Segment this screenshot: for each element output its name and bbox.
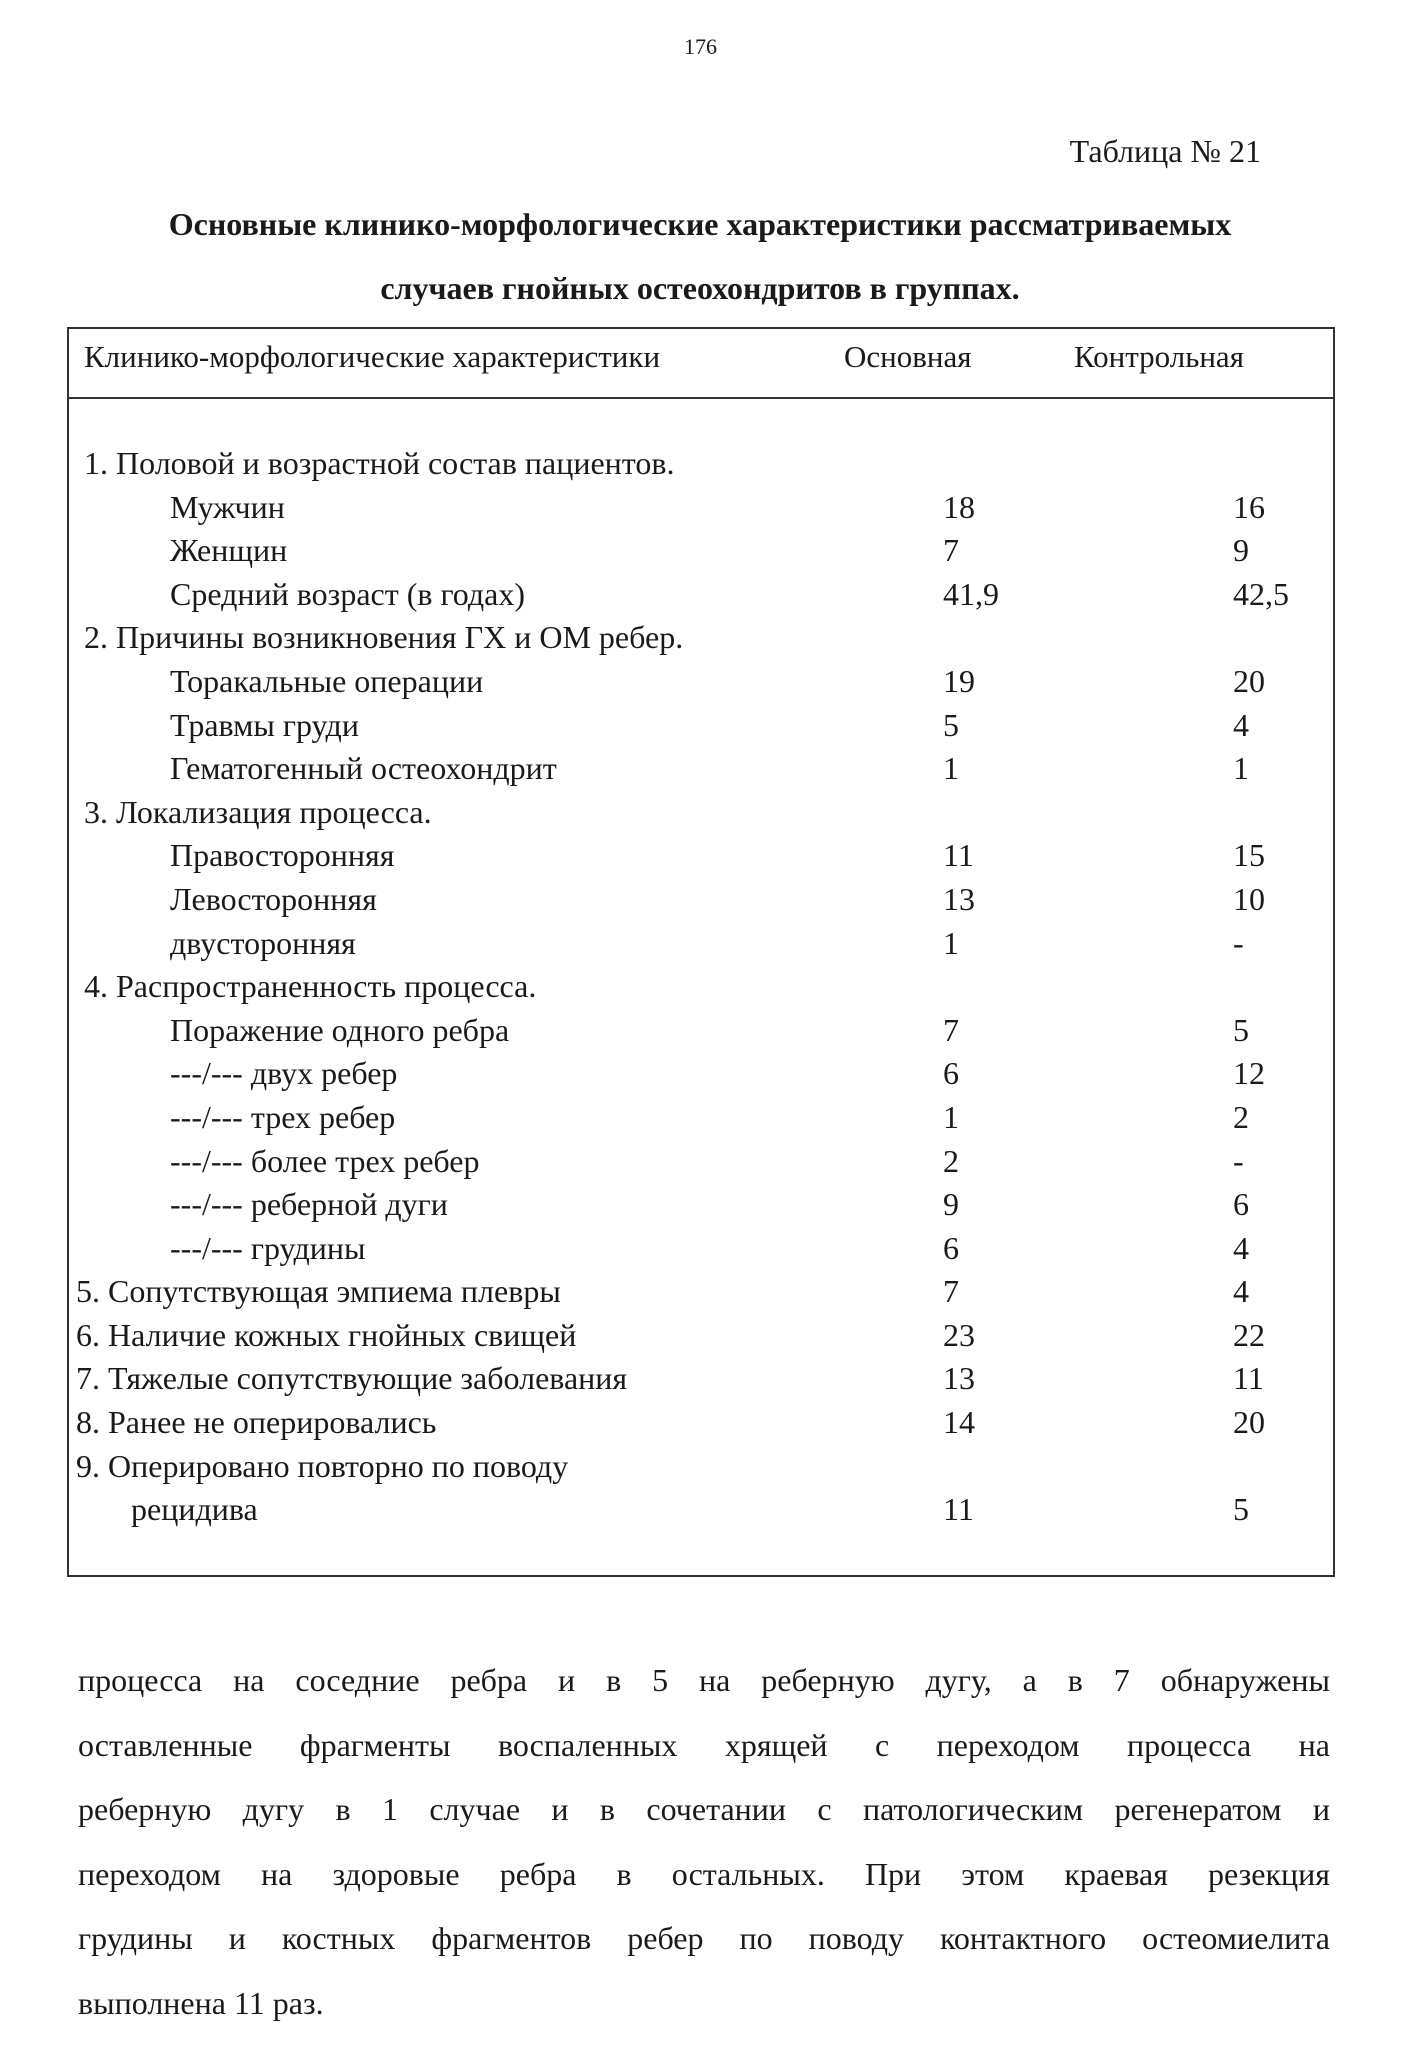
table-row xyxy=(69,1445,1333,1489)
page-number: 176 xyxy=(684,34,717,59)
value-control: 5 xyxy=(1233,1491,1249,1528)
table-row xyxy=(69,1357,1333,1401)
value-main: 11 xyxy=(943,837,974,874)
value-main: 23 xyxy=(943,1316,975,1353)
value-main: 1 xyxy=(943,750,959,787)
table-number: Таблица № 21 xyxy=(1069,133,1261,169)
table-row xyxy=(69,791,1333,835)
value-main: 14 xyxy=(943,1404,975,1441)
paragraph-line: переходом на здоровые ребра в остальных. При этом краевая резекция xyxy=(78,1855,1330,1892)
value-main: 6 xyxy=(943,1055,959,1092)
value-main: 7 xyxy=(943,532,959,569)
value-control: 22 xyxy=(1233,1316,1265,1353)
table-body xyxy=(69,442,1333,1532)
row-label: Женщин xyxy=(170,532,288,569)
table-row xyxy=(69,1009,1333,1053)
table-header-row xyxy=(69,329,1333,399)
table-caption xyxy=(60,192,1340,320)
value-main: 11 xyxy=(943,1491,974,1528)
table-row xyxy=(69,922,1333,966)
table-row xyxy=(69,1488,1333,1532)
value-main: 19 xyxy=(943,662,975,699)
paragraph-line: грудины и костных фрагментов ребер по поводу контактного остеомиелита xyxy=(78,1920,1330,1956)
row-label: Правосторонняя xyxy=(170,837,395,874)
body-paragraph xyxy=(78,1648,1330,2035)
data-table xyxy=(67,327,1335,1577)
paragraph-line: выполнена 11 раз. xyxy=(78,1984,324,2021)
row-label: 9. Оперировано повторно по поводу xyxy=(76,1447,569,1484)
table-row xyxy=(69,965,1333,1009)
table-row xyxy=(69,573,1333,617)
table-row xyxy=(69,834,1333,878)
paragraph-line: процесса на соседние ребра и в 5 на реберную дугу, а в 7 обнаружены xyxy=(78,1662,1330,1698)
value-control: 2 xyxy=(1233,1098,1249,1135)
table-row xyxy=(69,529,1333,573)
value-control: 9 xyxy=(1233,532,1249,569)
row-label: ---/--- реберной дуги xyxy=(170,1186,448,1223)
paragraph-line: реберную дугу в 1 случае и в сочетании с патологическим регенератом и xyxy=(78,1791,1330,1827)
row-label: ---/--- трех ребер xyxy=(170,1098,396,1135)
value-main: 9 xyxy=(943,1186,959,1223)
table-row xyxy=(69,616,1333,660)
value-control: 4 xyxy=(1233,706,1249,743)
row-label: 8. Ранее не оперировались xyxy=(76,1404,437,1441)
row-label: 6. Наличие кожных гнойных свищей xyxy=(76,1316,577,1353)
table-row xyxy=(69,1052,1333,1096)
value-main: 1 xyxy=(943,1098,959,1135)
header-control-group: Контрольная xyxy=(1074,339,1244,374)
table-row xyxy=(69,660,1333,704)
value-control: 6 xyxy=(1233,1186,1249,1223)
caption-line-1: Основные клинико-морфологические характеристики рассматриваемых xyxy=(168,206,1232,242)
header-main-group: Основная xyxy=(844,339,972,374)
value-main: 1 xyxy=(943,924,959,961)
value-control: 20 xyxy=(1233,1404,1265,1441)
row-label: ---/--- двух ребер xyxy=(170,1055,398,1092)
value-main: 41,9 xyxy=(943,575,999,612)
value-main: 18 xyxy=(943,488,975,525)
row-label: ---/--- более трех ребер xyxy=(170,1142,480,1179)
row-label: Левосторонняя xyxy=(170,880,377,917)
value-control: - xyxy=(1233,924,1244,961)
row-label: ---/--- грудины xyxy=(170,1229,366,1266)
table-row xyxy=(69,1227,1333,1271)
value-main: 6 xyxy=(943,1229,959,1266)
table-row xyxy=(69,1314,1333,1358)
row-label: 7. Тяжелые сопутствующие заболевания xyxy=(76,1360,628,1397)
value-control: 12 xyxy=(1233,1055,1265,1092)
value-main: 13 xyxy=(943,1360,975,1397)
table-row xyxy=(69,1270,1333,1314)
value-control: 4 xyxy=(1233,1229,1249,1266)
header-characteristics: Клинико-морфологические характеристики xyxy=(84,339,661,374)
value-control: 15 xyxy=(1233,837,1265,874)
value-control: 42,5 xyxy=(1233,575,1289,612)
value-control: 11 xyxy=(1233,1360,1264,1397)
row-label: 5. Сопутствующая эмпиема плевры xyxy=(76,1273,561,1310)
row-label: рецидива xyxy=(131,1491,258,1528)
value-main: 13 xyxy=(943,880,975,917)
row-label: Поражение одного ребра xyxy=(170,1011,510,1048)
row-label: 1. Половой и возрастной состав пациентов. xyxy=(84,445,675,481)
row-label: Средний возраст (в годах) xyxy=(170,575,526,612)
table-row xyxy=(69,1401,1333,1445)
value-control: - xyxy=(1233,1142,1244,1179)
row-label: Гематогенный остеохондрит xyxy=(170,750,557,787)
row-label: Торакальные операции xyxy=(170,662,484,699)
table-row xyxy=(69,1140,1333,1184)
value-main: 7 xyxy=(943,1273,959,1310)
value-control: 4 xyxy=(1233,1273,1249,1310)
value-main: 7 xyxy=(943,1011,959,1048)
value-control: 1 xyxy=(1233,750,1249,787)
value-control: 5 xyxy=(1233,1011,1249,1048)
paragraph-line: оставленные фрагменты воспаленных хрящей с переходом процесса на xyxy=(78,1726,1330,1763)
row-label: 2. Причины возникновения ГХ и ОМ ребер. xyxy=(84,619,684,656)
table-row xyxy=(69,878,1333,922)
value-control: 10 xyxy=(1233,880,1265,917)
table-row xyxy=(69,704,1333,748)
value-main: 2 xyxy=(943,1142,959,1179)
row-label: Травмы груди xyxy=(170,706,359,743)
row-label: 3. Локализация процесса. xyxy=(84,793,432,830)
row-label: двусторонняя xyxy=(170,924,356,961)
value-control: 16 xyxy=(1233,488,1265,525)
table-row xyxy=(69,486,1333,530)
table-row xyxy=(69,1183,1333,1227)
caption-line-2: случаев гнойных остеохондритов в группах. xyxy=(380,270,1020,306)
row-label: 4. Распространенность процесса. xyxy=(84,968,537,1005)
row-label: Мужчин xyxy=(170,488,285,525)
table-row xyxy=(69,442,1333,486)
value-control: 20 xyxy=(1233,662,1265,699)
table-row xyxy=(69,1096,1333,1140)
value-main: 5 xyxy=(943,706,959,743)
table-row xyxy=(69,747,1333,791)
